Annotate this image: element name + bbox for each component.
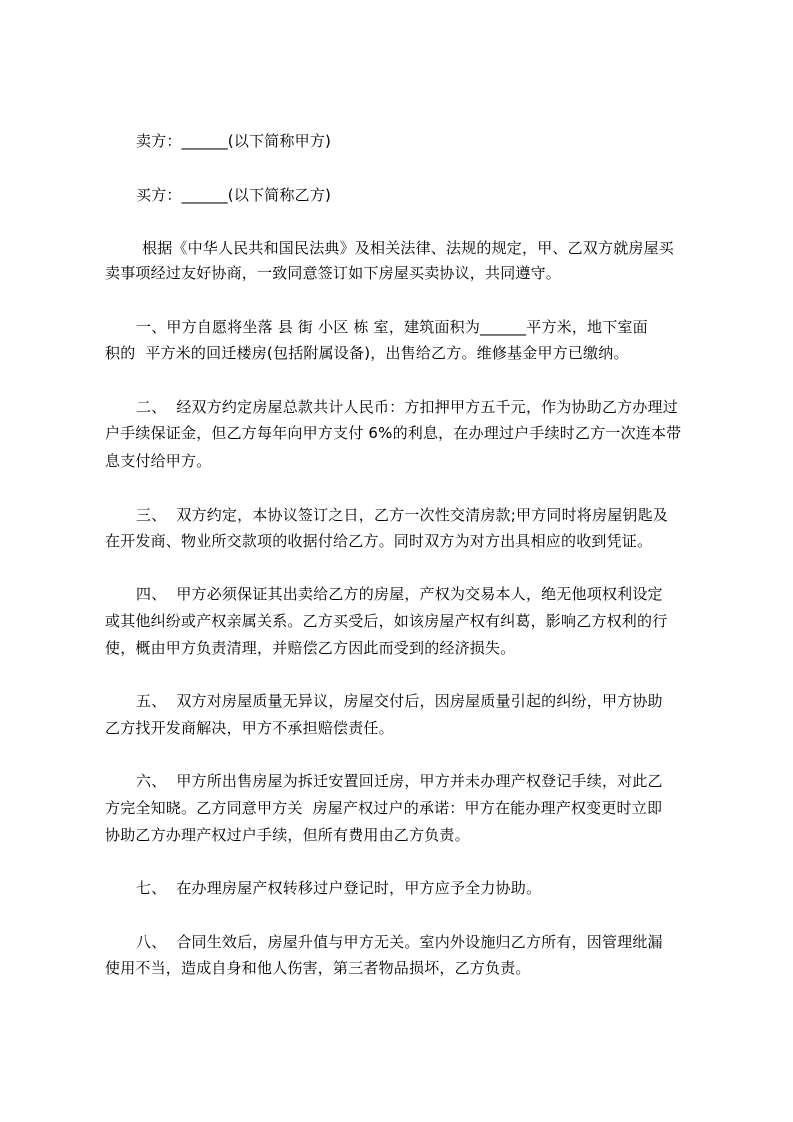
clause-2-line-3: 息支付给甲方。 (105, 452, 212, 470)
seller-line: 卖方：______(以下简称甲方) (136, 132, 332, 150)
clause-4-line-1: 四、 甲方必须保证其出卖给乙方的房屋，产权为交易本人，绝无他项权利设定 (136, 585, 663, 603)
clause-1-line-1: 一、甲方自愿将坐落 县 街 小区 栋 室，建筑面积为______平方米，地下室面 (136, 318, 648, 336)
clause-6-line-1: 六、 甲方所出售房屋为拆迁安置回迁房，甲方并未办理产权登记手续，对此乙 (136, 772, 663, 790)
clause-5-line-1: 五、 双方对房屋质量无异议，房屋交付后，因房屋质量引起的纠纷，甲方协助 (136, 692, 663, 710)
buyer-line: 买方：______(以下简称乙方) (136, 186, 332, 204)
clause-5-line-2: 乙方找开发商解决，甲方不承担赔偿责任。 (105, 719, 394, 737)
preamble-line-1: 根据《中华人民共和国民法典》及相关法律、法规的规定，甲、乙双方就房屋买 (142, 239, 675, 257)
clause-2-line-2: 户手续保证金，但乙方每年向甲方支付 6%的利息，在办理过户手续时乙方一次连本带 (105, 424, 682, 442)
clause-2-line-1: 二、 经双方约定房屋总款共计人民币：方扣押甲方五千元，作为协助乙方办理过 (136, 398, 678, 416)
clause-6-line-3: 协助乙方办理产权过户手续，但所有费用由乙方负责。 (105, 826, 470, 844)
clause-4-line-3: 使，概由甲方负责清理，并赔偿乙方因此而受到的经济损失。 (105, 639, 516, 657)
clause-3-line-2: 在开发商、物业所交款项的收据付给乙方。同时双方为对方出具相应的收到凭证。 (105, 532, 653, 550)
preamble-line-2: 卖事项经过友好协商，一致同意签订如下房屋买卖协议，共同遵守。 (105, 264, 562, 282)
clause-1-line-2: 积的 平方米的回迁楼房(包括附属设备)，出售给乙方。维修基金甲方已缴纳。 (105, 344, 629, 362)
clause-3-line-1: 三、 双方约定，本协议签订之日，乙方一次性交清房款;甲方同时将房屋钥匙及 (136, 506, 668, 524)
clause-6-line-2: 方完全知晓。乙方同意甲方关 房屋产权过户的承诺：甲方在能办理产权变更时立即 (105, 799, 663, 817)
clause-8-line-1: 八、 合同生效后，房屋升值与甲方无关。室内外设施归乙方所有，因管理纰漏 (136, 933, 663, 951)
clause-8-line-2: 使用不当，造成自身和他人伤害，第三者物品损坏，乙方负责。 (105, 959, 531, 977)
clause-7-line-1: 七、 在办理房屋产权转移过户登记时，甲方应予全力协助。 (136, 879, 542, 897)
clause-4-line-2: 或其他纠纷或产权亲属关系。乙方买受后，如该房屋产权有纠葛，影响乙方权利的行 (105, 612, 668, 630)
